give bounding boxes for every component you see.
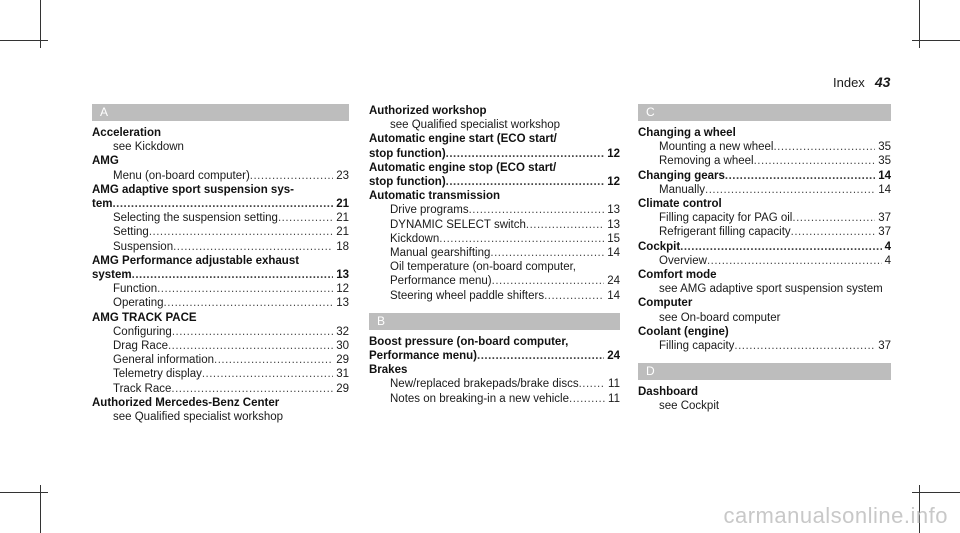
page-ref[interactable]: 11: [608, 392, 620, 405]
dot-leader: [773, 140, 875, 154]
dot-leader: [526, 218, 604, 232]
entry-subline: see Kickdown: [113, 141, 184, 154]
page-header: [833, 74, 890, 90]
watermark: carmanualsonline.info: [723, 503, 948, 528]
entry-subline: see Qualified specialist workshop: [113, 411, 284, 424]
dot-leader: [792, 211, 875, 225]
entry-subline: Oil temperature (on-board computer,: [390, 261, 577, 274]
page-ref[interactable]: 12: [336, 283, 349, 296]
dot-leader: [707, 254, 882, 268]
dot-leader: [544, 289, 604, 303]
entry-heading: Coolant (engine): [638, 325, 729, 338]
dot-leader: [250, 169, 333, 183]
crop-mark: [912, 40, 960, 41]
index-entry[interactable]: [92, 126, 349, 154]
page-ref[interactable]: 29: [336, 354, 349, 367]
entry-subline: Filling capacity: [659, 340, 735, 353]
entry-subline: Refrigerant filling capacity: [659, 226, 791, 239]
dot-leader: [132, 268, 334, 282]
entry-heading: AMG adaptive sport suspension sys-: [92, 183, 294, 196]
page-ref[interactable]: 4: [884, 254, 891, 267]
entry-heading: Boost pressure (on-board computer,: [369, 335, 569, 348]
index-entry[interactable]: [369, 189, 620, 303]
dot-leader: [168, 339, 333, 353]
dot-leader: [202, 367, 333, 381]
index-entry[interactable]: [638, 268, 891, 296]
dot-leader: [278, 211, 333, 225]
dot-leader: [112, 197, 333, 211]
dot-leader: [791, 225, 876, 239]
entry-heading: Automatic transmission: [369, 190, 500, 203]
dot-leader: [446, 175, 605, 189]
dot-leader: [164, 296, 334, 310]
crop-mark: [0, 40, 48, 41]
page-ref[interactable]: 37: [878, 212, 891, 225]
letter-heading: B: [369, 313, 620, 330]
entry-heading: Computer: [638, 297, 693, 310]
page-ref[interactable]: 13: [607, 204, 620, 217]
page-ref[interactable]: 11: [608, 378, 620, 391]
entry-heading: Cockpit: [638, 240, 681, 253]
crop-mark: [0, 492, 48, 493]
dot-leader: [680, 240, 881, 254]
entry-subline: Overview: [659, 254, 707, 267]
page-ref[interactable]: 14: [607, 247, 620, 260]
dot-leader: [149, 225, 333, 239]
index-entry[interactable]: [92, 254, 349, 311]
page-ref[interactable]: 24: [607, 350, 620, 363]
dot-leader: [477, 349, 604, 363]
entry-subline: Notes on breaking-in a new vehicle: [390, 392, 569, 405]
entry-subline: General information: [113, 354, 214, 367]
index-entry[interactable]: [638, 169, 891, 197]
entry-subline: Drag Race: [113, 340, 168, 353]
entry-heading: Automatic engine start (ECO start/: [369, 133, 557, 146]
entry-heading: Authorized Mercedes-Benz Center: [92, 396, 280, 409]
entry-heading: AMG Performance adjustable exhaust: [92, 254, 300, 267]
page-ref[interactable]: 12: [607, 147, 620, 160]
index-entry[interactable]: [369, 104, 620, 132]
dot-leader: [171, 382, 333, 396]
entry-heading: AMG: [92, 155, 119, 168]
page-ref[interactable]: 14: [607, 289, 620, 302]
page-ref[interactable]: 15: [607, 232, 620, 245]
page-ref[interactable]: 13: [336, 269, 349, 282]
entry-subline: Filling capacity for PAG oil: [659, 212, 793, 225]
index-entry[interactable]: [369, 132, 620, 160]
entry-subline: Suspension: [113, 240, 174, 253]
entry-subline: Operating: [113, 297, 164, 310]
entry-heading: Comfort mode: [638, 269, 717, 282]
dot-leader: [569, 392, 605, 406]
entry-subline: see On-board computer: [659, 311, 781, 324]
letter-heading: D: [638, 363, 891, 380]
letter-heading: A: [92, 104, 349, 121]
entry-subline: Function: [113, 283, 158, 296]
entry-subline: Telemetry display: [113, 368, 202, 381]
page-ref[interactable]: 18: [336, 240, 349, 253]
section-title: Index: [833, 75, 865, 90]
page-ref[interactable]: 21: [336, 226, 349, 239]
entry-heading: Climate control: [638, 198, 722, 211]
page-ref[interactable]: 12: [607, 176, 620, 189]
entry-heading: Brakes: [369, 364, 408, 377]
entry-subline: Drive programs: [390, 204, 469, 217]
entry-heading: AMG TRACK PACE: [92, 311, 197, 324]
page-ref[interactable]: 23: [336, 169, 349, 182]
index-entry[interactable]: [369, 161, 620, 189]
index-entry[interactable]: [638, 240, 891, 268]
entry-subline: Steering wheel paddle shifters: [390, 289, 545, 302]
entry-subline: Manual gearshifting: [390, 247, 491, 260]
entry-subline: Menu (on-board computer): [113, 169, 250, 182]
entry-heading: Automatic engine stop (ECO start/: [369, 161, 557, 174]
dot-leader: [754, 154, 876, 168]
index-entry[interactable]: [638, 197, 891, 240]
index-column-2: [369, 104, 620, 406]
entry-subline: Kickdown: [390, 232, 440, 245]
entry-subline: Mounting a new wheel: [659, 141, 774, 154]
dot-leader: [446, 147, 605, 161]
index-entry[interactable]: [638, 385, 891, 413]
entry-heading: Changing a wheel: [638, 127, 736, 139]
page-ref[interactable]: 31: [336, 368, 349, 381]
dot-leader: [173, 240, 333, 254]
index-entry[interactable]: [638, 296, 891, 324]
index-entry[interactable]: [369, 335, 620, 363]
entry-heading: tem: [92, 198, 113, 211]
page-ref[interactable]: 35: [878, 155, 891, 168]
dot-leader: [172, 325, 333, 339]
index-entry[interactable]: [92, 396, 349, 424]
page-ref[interactable]: 32: [336, 325, 349, 338]
page-ref[interactable]: 24: [607, 275, 620, 288]
entry-heading: Performance menu): [369, 350, 478, 363]
page-ref[interactable]: 13: [607, 218, 620, 231]
page-ref[interactable]: 21: [336, 198, 349, 211]
dot-leader: [705, 183, 875, 197]
page-ref[interactable]: 37: [878, 226, 891, 239]
index-entry[interactable]: [92, 311, 349, 396]
dot-leader: [490, 246, 604, 260]
letter-heading: C: [638, 104, 891, 121]
dot-leader: [734, 339, 875, 353]
entry-subline: DYNAMIC SELECT switch: [390, 218, 526, 231]
entry-subline: see AMG adaptive sport suspension system: [659, 283, 883, 296]
entry-subline: Selecting the suspension setting: [113, 212, 278, 225]
dot-leader: [157, 282, 333, 296]
entry-heading: system: [92, 269, 132, 282]
page-ref[interactable]: 14: [878, 183, 891, 196]
page-ref[interactable]: 29: [336, 382, 349, 395]
entry-heading: stop function): [369, 147, 446, 160]
dot-leader: [439, 232, 604, 246]
page-ref[interactable]: 14: [878, 169, 891, 182]
entry-subline: see Cockpit: [659, 400, 720, 413]
page-ref[interactable]: 4: [884, 240, 891, 253]
page-number: 43: [874, 74, 891, 90]
dot-leader: [469, 203, 605, 217]
entry-heading: Dashboard: [638, 386, 699, 399]
dot-leader: [492, 274, 605, 288]
crop-mark: [912, 492, 960, 493]
entry-subline: Removing a wheel: [659, 155, 754, 168]
page-ref[interactable]: 35: [878, 141, 891, 154]
entry-subline: see Qualified specialist workshop: [390, 119, 561, 132]
entry-heading: stop function): [369, 176, 446, 189]
entry-heading: Acceleration: [92, 127, 162, 139]
index-entry[interactable]: [369, 363, 620, 406]
index-entry[interactable]: [638, 325, 891, 353]
entry-heading: Changing gears: [638, 169, 725, 182]
index-entry[interactable]: [92, 154, 349, 182]
page-ref[interactable]: 21: [336, 212, 349, 225]
page-ref[interactable]: 30: [336, 340, 349, 353]
dot-leader: [214, 353, 333, 367]
entry-subline: Manually: [659, 183, 706, 196]
entry-subline: Configuring: [113, 325, 172, 338]
index-entry[interactable]: [638, 126, 891, 169]
entry-heading: Authorized workshop: [369, 105, 487, 117]
page-ref[interactable]: 13: [336, 297, 349, 310]
entry-subline: Performance menu): [390, 275, 492, 288]
entry-subline: New/replaced brakepads/brake discs: [390, 378, 579, 391]
entry-subline: Setting: [113, 226, 149, 239]
index-entry[interactable]: [92, 183, 349, 254]
index-column-3: [638, 104, 891, 414]
dot-leader: [579, 377, 605, 391]
page-ref[interactable]: 37: [878, 340, 891, 353]
dot-leader: [725, 169, 875, 183]
index-column-1: [92, 104, 349, 424]
entry-subline: Track Race: [113, 382, 172, 395]
